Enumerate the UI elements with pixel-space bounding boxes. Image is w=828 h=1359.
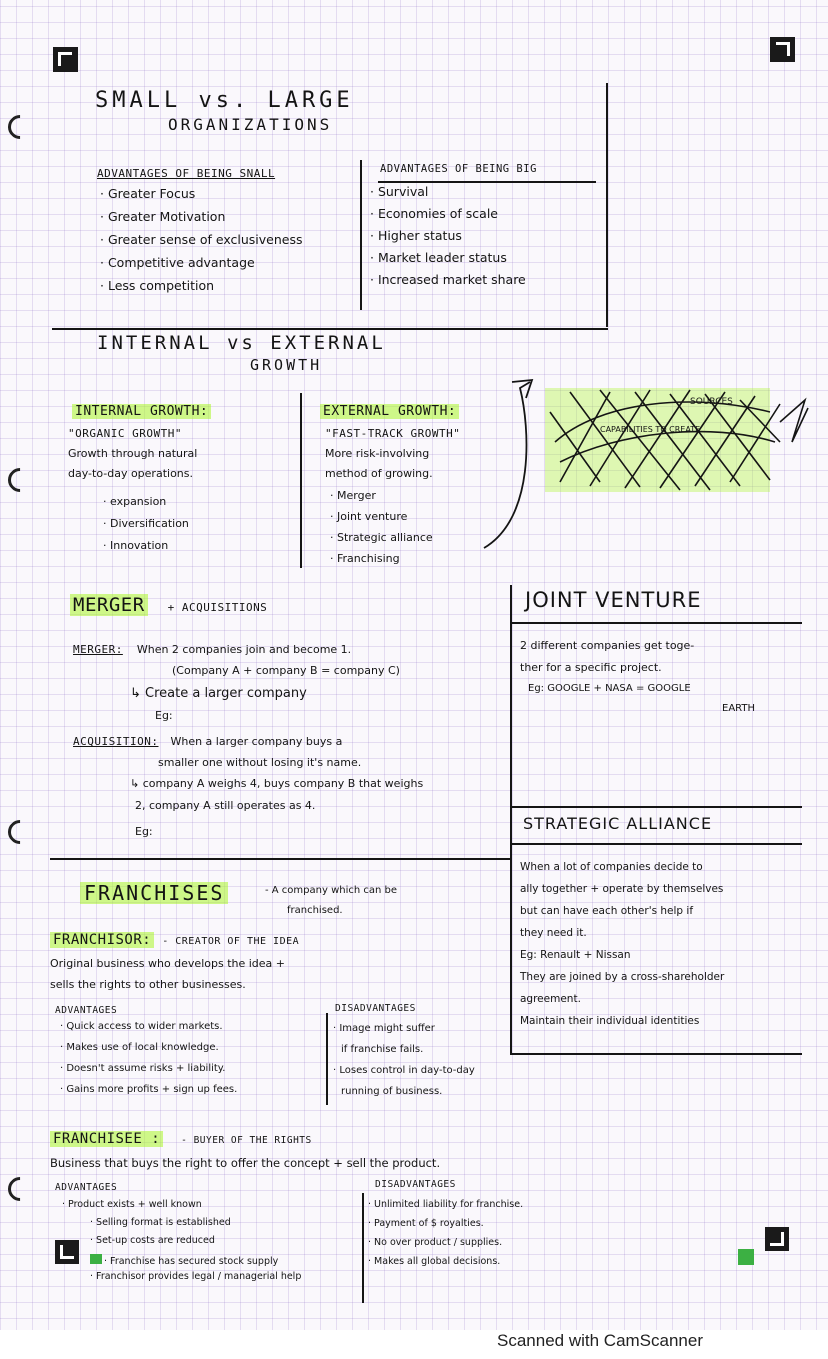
- external-growth-heading: EXTERNAL GROWTH:: [320, 404, 459, 419]
- external-growth-text: "FAST-TRACK GROWTH" More risk-involving method of growing.: [325, 427, 461, 480]
- acquisition-eg: Eg:: [135, 825, 153, 838]
- divider-sa-bottom: [512, 1053, 802, 1055]
- list-item: · Makes use of local knowledge.: [60, 1042, 219, 1053]
- big-advantages-list: [370, 186, 526, 296]
- list-item: · Greater sense of exclusiveness: [100, 232, 303, 247]
- list-item: · Higher status: [370, 228, 462, 243]
- punch-hole-3: [3, 815, 37, 849]
- scribble-text: SOURCES: [690, 397, 733, 407]
- list-item: · Merger: [330, 489, 376, 502]
- franchisor-advantages-heading: ADVANTAGES: [55, 1005, 118, 1016]
- list-item: · expansion: [103, 495, 167, 508]
- list-item: · Less competition: [100, 278, 215, 293]
- franchisee-advantages-heading: ADVANTAGES: [55, 1182, 118, 1193]
- list-item: · Diversification: [103, 517, 189, 530]
- corner-marker-top-right: [770, 37, 795, 62]
- small-advantages-list: [100, 188, 303, 303]
- divider-jv-underline: [512, 622, 802, 624]
- scribble-text: CAPABILITIES TO CREATE: [600, 425, 701, 434]
- section-title-small-vs-large: SMALL vs. LARGE: [95, 88, 354, 113]
- list-item: · Set-up costs are reduced: [90, 1235, 215, 1246]
- internal-growth-text: "ORGANIC GROWTH" Growth through natural day-to-day operations.: [68, 427, 198, 480]
- list-item: · Franchising: [330, 552, 400, 565]
- strategic-alliance-title: STRATEGIC ALLIANCE: [523, 814, 713, 833]
- list-item: · Unlimited liability for franchise.: [368, 1199, 524, 1210]
- section-title-internal-external: INTERNAL vs EXTERNAL: [97, 332, 386, 354]
- list-item: · Franchise has secured stock supply: [90, 1254, 301, 1272]
- franchisor-disadvantages-list: [333, 1024, 475, 1108]
- acquisition-example-1: ↳ company A weighs 4, buys company B that weighs: [130, 777, 424, 790]
- scribbled-out-area: [540, 382, 810, 494]
- list-item: · Survival: [370, 184, 429, 199]
- franchises-definition: - A company which can be franchised.: [265, 885, 398, 916]
- camscanner-watermark: Scanned with CamScanner: [497, 1331, 704, 1350]
- joint-venture-title: JOINT VENTURE: [525, 588, 702, 612]
- divider-merger-bottom: [50, 858, 510, 860]
- merger-definition: MERGER: When 2 companies join and become 1.: [73, 643, 352, 656]
- divider-franchisee: [362, 1193, 364, 1303]
- franchisor-disadvantages-heading: DISADVANTAGES: [335, 1003, 416, 1014]
- list-item: · Franchisor provides legal / managerial help: [90, 1271, 302, 1282]
- merger-example: Eg:: [155, 709, 173, 722]
- list-item: · Loses control in day-to-day: [333, 1065, 475, 1076]
- green-marker-square: [738, 1249, 754, 1265]
- punch-hole-1: [3, 110, 37, 144]
- divider-s1-underline: [378, 181, 596, 183]
- corner-marker-top-left: [53, 47, 78, 72]
- list-item: · Quick access to wider markets.: [60, 1021, 223, 1032]
- franchisee-advantages-list: [62, 1200, 301, 1290]
- internal-growth-heading: INTERNAL GROWTH:: [72, 404, 211, 419]
- punch-hole-2: [3, 463, 37, 497]
- franchisee-text: Business that buys the right to offer the concept + sell the product.: [50, 1156, 441, 1170]
- franchisor-advantages-list: [60, 1022, 237, 1106]
- divider-s2-middle: [300, 393, 302, 568]
- section-title-merger: MERGER + ACQUISITIONS: [70, 596, 267, 615]
- franchisor-heading: FRANCHISOR: - CREATOR OF THE IDEA: [50, 933, 299, 947]
- acquisition-definition: ACQUISITION: When a larger company buys a: [73, 735, 343, 748]
- merger-formula: (Company A + company B = company C): [172, 664, 400, 677]
- list-item: · Makes all global decisions.: [368, 1256, 501, 1267]
- list-item: · Payment of $ royalties.: [368, 1218, 484, 1229]
- divider-s1-middle: [360, 160, 362, 310]
- list-item: · Joint venture: [330, 510, 408, 523]
- list-item: · Innovation: [103, 539, 169, 552]
- strategic-alliance-text: When a lot of companies decide to ally together + operate by themselves but can have each other's help if they need it. Eg: Renault + Nissan They are joined by a cross-shareholder agreement. Maintain their individual identities: [520, 861, 725, 1027]
- franchises-title: FRANCHISES: [80, 882, 228, 904]
- corner-marker-bottom-right: [765, 1227, 789, 1251]
- divider-franchisor: [326, 1013, 328, 1105]
- franchisee-disadvantages-list: [368, 1200, 523, 1276]
- list-item: · Gains more profits + sign up fees.: [60, 1084, 238, 1095]
- big-advantages-heading: ADVANTAGES OF BEING BIG: [380, 163, 537, 175]
- list-item: if franchise fails.: [341, 1044, 424, 1055]
- acquisition-definition-cont: smaller one without losing it's name.: [158, 756, 362, 769]
- merger-result: ↳ Create a larger company: [130, 686, 307, 701]
- list-item: · Greater Motivation: [100, 209, 226, 224]
- divider-right-column: [510, 585, 512, 1055]
- punch-hole-4: [3, 1172, 37, 1206]
- list-item: · Product exists + well known: [62, 1199, 202, 1210]
- list-item: · Greater Focus: [100, 186, 196, 201]
- list-item: · No over product / supplies.: [368, 1237, 503, 1248]
- list-item: · Doesn't assume risks + liability.: [60, 1063, 226, 1074]
- list-item: · Strategic alliance: [330, 531, 433, 544]
- section-subtitle-organizations: ORGANIZATIONS: [168, 115, 333, 134]
- internal-growth-list: [103, 496, 189, 562]
- franchisee-heading: FRANCHISEE : - BUYER OF THE RIGHTS: [50, 1132, 312, 1146]
- acquisition-example-2: 2, company A still operates as 4.: [135, 799, 316, 812]
- joint-venture-text: 2 different companies get toge- ther for a specific project. Eg: GOOGLE + NASA = GOOGLE EARTH: [520, 639, 756, 714]
- divider-s1-right: [606, 83, 608, 327]
- external-growth-list: [330, 490, 433, 574]
- franchisor-text: Original business who develops the idea + sells the rights to other businesses.: [50, 957, 286, 991]
- list-item: · Increased market share: [370, 272, 526, 287]
- divider-section-1: [52, 328, 608, 330]
- list-item: · Market leader status: [370, 250, 507, 265]
- divider-sa-underline: [512, 843, 802, 845]
- list-item: · Selling format is established: [90, 1217, 231, 1228]
- list-item: · Competitive advantage: [100, 255, 255, 270]
- list-item: · Image might suffer: [333, 1023, 435, 1034]
- list-item: running of business.: [341, 1086, 443, 1097]
- list-item: · Economies of scale: [370, 206, 498, 221]
- divider-jv-bottom: [512, 806, 802, 808]
- small-advantages-heading: ADVANTAGES OF BEING SNALL: [97, 167, 276, 180]
- franchisee-disadvantages-heading: DISADVANTAGES: [375, 1179, 456, 1190]
- section-subtitle-growth: GROWTH: [250, 356, 323, 374]
